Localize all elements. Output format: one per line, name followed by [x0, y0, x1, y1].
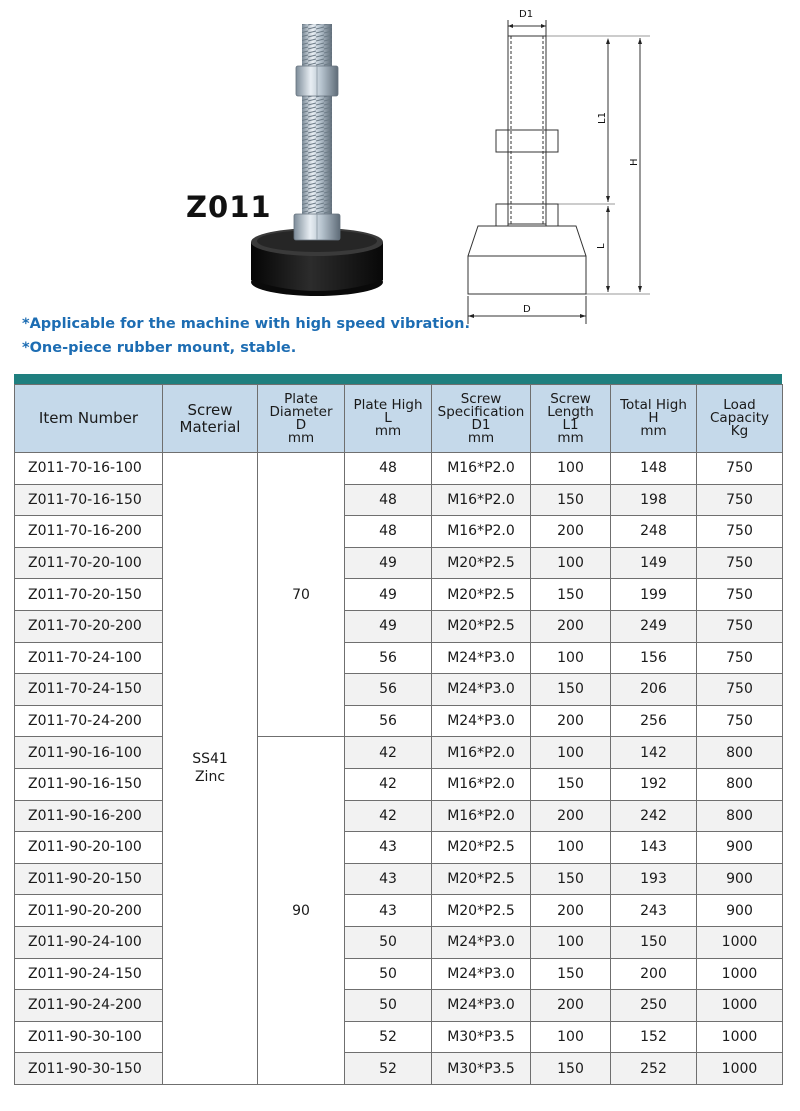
table-row — [15, 832, 783, 864]
label-h: H — [629, 158, 640, 166]
table-row — [15, 610, 783, 642]
cell-screw-length: 150 — [531, 674, 611, 706]
table-row — [15, 547, 783, 579]
header-line: L1 — [562, 416, 579, 433]
cell-screw-length: 100 — [531, 453, 611, 485]
cell-plate-high: 48 — [345, 484, 432, 516]
header-line: Kg — [730, 423, 749, 439]
cell-plate-high: 42 — [345, 737, 432, 769]
cell-item-number: Z011-70-20-100 — [15, 547, 163, 579]
header-line: mm — [287, 429, 315, 446]
cell-total-high: 149 — [611, 547, 697, 579]
cell-total-high: 250 — [611, 990, 697, 1022]
cell-plate-high: 42 — [345, 800, 432, 832]
cell-load-capacity: 750 — [697, 610, 783, 642]
cell-screw-length: 200 — [531, 895, 611, 927]
header-line: Screw — [550, 390, 591, 407]
table-row — [15, 1053, 783, 1085]
cell-total-high: 249 — [611, 610, 697, 642]
cell-load-capacity: 800 — [697, 768, 783, 800]
label-l1: L1 — [597, 112, 608, 124]
cell-screw-spec: M16*P2.0 — [432, 737, 531, 769]
cell-load-capacity: 750 — [697, 484, 783, 516]
cell-total-high: 143 — [611, 832, 697, 864]
label-d: D — [523, 304, 531, 315]
cell-plate-high: 52 — [345, 1053, 432, 1085]
cell-total-high: 192 — [611, 768, 697, 800]
table-row — [15, 1021, 783, 1053]
cell-load-capacity: 1000 — [697, 958, 783, 990]
cell-load-capacity: 1000 — [697, 1053, 783, 1085]
cell-load-capacity: 1000 — [697, 926, 783, 958]
cell-load-capacity: 750 — [697, 516, 783, 548]
spec-table — [14, 384, 783, 1085]
cell-total-high: 242 — [611, 800, 697, 832]
cell-plate-high: 48 — [345, 516, 432, 548]
cell-screw-spec: M16*P2.0 — [432, 453, 531, 485]
header-line: Plate High — [353, 397, 423, 413]
cell-screw-spec: M30*P3.5 — [432, 1053, 531, 1085]
header-screw-specification — [432, 385, 531, 453]
cell-total-high: 256 — [611, 705, 697, 737]
header-line: Capacity — [710, 410, 769, 426]
table-row — [15, 800, 783, 832]
cell-plate-high: 48 — [345, 453, 432, 485]
cell-screw-length: 200 — [531, 990, 611, 1022]
table-row — [15, 990, 783, 1022]
cell-screw-spec: M20*P2.5 — [432, 863, 531, 895]
cell-load-capacity: 1000 — [697, 1021, 783, 1053]
cell-screw-spec: M20*P2.5 — [432, 832, 531, 864]
cell-plate-high: 56 — [345, 642, 432, 674]
cell-screw-length: 150 — [531, 768, 611, 800]
cell-total-high: 206 — [611, 674, 697, 706]
cell-plate-high: 50 — [345, 990, 432, 1022]
cell-screw-spec: M24*P3.0 — [432, 642, 531, 674]
cell-item-number: Z011-70-20-200 — [15, 610, 163, 642]
cell-screw-length: 100 — [531, 832, 611, 864]
cell-screw-spec: M24*P3.0 — [432, 705, 531, 737]
header-screw-length — [531, 385, 611, 453]
header-line: Material — [179, 417, 241, 436]
cell-screw-spec: M24*P3.0 — [432, 674, 531, 706]
cell-plate-high: 43 — [345, 895, 432, 927]
cell-plate-high: 52 — [345, 1021, 432, 1053]
table-row — [15, 895, 783, 927]
cell-total-high: 248 — [611, 516, 697, 548]
cell-screw-length: 100 — [531, 926, 611, 958]
table-row — [15, 768, 783, 800]
cell-item-number: Z011-90-16-150 — [15, 768, 163, 800]
cell-load-capacity: 800 — [697, 737, 783, 769]
table-accent-bar — [14, 374, 782, 384]
cell-screw-length: 100 — [531, 642, 611, 674]
cell-total-high: 198 — [611, 484, 697, 516]
cell-total-high: 199 — [611, 579, 697, 611]
cell-screw-spec: M16*P2.0 — [432, 484, 531, 516]
cell-screw-length: 200 — [531, 705, 611, 737]
cell-screw-spec: M24*P3.0 — [432, 926, 531, 958]
table-header-row — [15, 385, 783, 453]
cell-item-number: Z011-70-20-150 — [15, 579, 163, 611]
table-row — [15, 926, 783, 958]
material-line: Zinc — [194, 769, 226, 786]
header-line: mm — [557, 429, 584, 446]
cell-screw-spec: M20*P2.5 — [432, 610, 531, 642]
cell-screw-spec: M20*P2.5 — [432, 895, 531, 927]
cell-load-capacity: 900 — [697, 895, 783, 927]
cell-total-high: 148 — [611, 453, 697, 485]
header-load-capacity — [697, 385, 783, 453]
cell-total-high: 142 — [611, 737, 697, 769]
cell-load-capacity: 750 — [697, 453, 783, 485]
header-item-number — [15, 385, 163, 453]
header-line: L — [384, 410, 392, 426]
header-line: Item Number — [38, 409, 139, 427]
table-row — [15, 516, 783, 548]
cell-screw-length: 150 — [531, 484, 611, 516]
cell-item-number: Z011-70-16-200 — [15, 516, 163, 548]
cell-screw-spec: M24*P3.0 — [432, 958, 531, 990]
table-row — [15, 642, 783, 674]
technical-drawing — [460, 6, 660, 326]
cell-screw-spec: M30*P3.5 — [432, 1021, 531, 1053]
table-row — [15, 958, 783, 990]
cell-screw-length: 150 — [531, 579, 611, 611]
header-line: H — [648, 410, 659, 426]
cell-screw-spec: M20*P2.5 — [432, 547, 531, 579]
cell-screw-material — [163, 453, 258, 1085]
header-screw-material — [163, 385, 258, 453]
cell-plate-high: 42 — [345, 768, 432, 800]
table-row — [15, 579, 783, 611]
cell-item-number: Z011-90-24-200 — [15, 990, 163, 1022]
cell-load-capacity: 800 — [697, 800, 783, 832]
header-line: Specification — [437, 403, 525, 420]
table-row — [15, 863, 783, 895]
cell-item-number: Z011-70-16-100 — [15, 453, 163, 485]
cell-plate-high: 49 — [345, 579, 432, 611]
cell-screw-length: 100 — [531, 547, 611, 579]
label-l: L — [596, 243, 607, 249]
cell-total-high: 200 — [611, 958, 697, 990]
cell-item-number: Z011-70-24-100 — [15, 642, 163, 674]
cell-screw-length: 100 — [531, 737, 611, 769]
cell-item-number: Z011-90-24-150 — [15, 958, 163, 990]
cell-screw-spec: M20*P2.5 — [432, 579, 531, 611]
cell-screw-length: 200 — [531, 610, 611, 642]
table-row — [15, 737, 783, 769]
cell-plate-high: 50 — [345, 926, 432, 958]
label-d1: D1 — [519, 9, 534, 20]
cell-load-capacity: 750 — [697, 579, 783, 611]
cell-plate-high: 49 — [345, 547, 432, 579]
cell-screw-spec: M16*P2.0 — [432, 516, 531, 548]
cell-item-number: Z011-70-16-150 — [15, 484, 163, 516]
header-line: mm — [374, 423, 402, 439]
cell-load-capacity: 900 — [697, 832, 783, 864]
header-line: Load — [723, 397, 756, 413]
cell-total-high: 193 — [611, 863, 697, 895]
feature-note: *One-piece rubber mount, stable. — [22, 340, 297, 356]
cell-item-number: Z011-90-16-100 — [15, 737, 163, 769]
cell-plate-high: 43 — [345, 863, 432, 895]
cell-item-number: Z011-90-20-100 — [15, 832, 163, 864]
product-photo — [236, 10, 396, 300]
header-line: Plate — [284, 390, 318, 407]
cell-load-capacity: 900 — [697, 863, 783, 895]
cell-screw-length: 100 — [531, 1021, 611, 1053]
cell-total-high: 152 — [611, 1021, 697, 1053]
cell-item-number: Z011-90-16-200 — [15, 800, 163, 832]
product-model-title: Z011 — [186, 190, 272, 224]
cell-item-number: Z011-90-24-100 — [15, 926, 163, 958]
cell-screw-spec: M16*P2.0 — [432, 768, 531, 800]
cell-plate-high: 50 — [345, 958, 432, 990]
header-line: mm — [467, 429, 495, 446]
cell-screw-length: 150 — [531, 863, 611, 895]
cell-total-high: 243 — [611, 895, 697, 927]
header-plate-diameter — [258, 385, 345, 453]
header-line: Screw — [460, 390, 502, 407]
cell-screw-length: 200 — [531, 516, 611, 548]
header-plate-high — [345, 385, 432, 453]
header-line: Total High — [620, 397, 687, 413]
table-row — [15, 484, 783, 516]
header-line: mm — [640, 423, 667, 439]
table-row — [15, 674, 783, 706]
cell-item-number: Z011-90-30-100 — [15, 1021, 163, 1053]
header-line: D — [295, 416, 307, 433]
cell-plate-high: 49 — [345, 610, 432, 642]
cell-plate-high: 43 — [345, 832, 432, 864]
cell-plate-high: 56 — [345, 705, 432, 737]
cell-load-capacity: 750 — [697, 547, 783, 579]
cell-load-capacity: 750 — [697, 674, 783, 706]
table-row — [15, 453, 783, 485]
feature-note: *Applicable for the machine with high speed vibration. — [22, 316, 470, 332]
cell-plate-high: 56 — [345, 674, 432, 706]
cell-screw-spec: M24*P3.0 — [432, 990, 531, 1022]
header-total-high — [611, 385, 697, 453]
header-line: D1 — [471, 416, 491, 433]
cell-load-capacity: 1000 — [697, 990, 783, 1022]
cell-plate-diameter: 90 — [258, 737, 345, 1085]
cell-plate-diameter: 70 — [258, 453, 345, 737]
cell-item-number: Z011-90-20-150 — [15, 863, 163, 895]
cell-load-capacity: 750 — [697, 705, 783, 737]
cell-item-number: Z011-70-24-200 — [15, 705, 163, 737]
material-line: SS41 — [192, 751, 228, 768]
cell-screw-length: 200 — [531, 800, 611, 832]
cell-total-high: 150 — [611, 926, 697, 958]
cell-total-high: 252 — [611, 1053, 697, 1085]
cell-screw-length: 150 — [531, 1053, 611, 1085]
header-line: Screw — [187, 400, 233, 419]
cell-screw-spec: M16*P2.0 — [432, 800, 531, 832]
cell-load-capacity: 750 — [697, 642, 783, 674]
cell-screw-length: 150 — [531, 958, 611, 990]
table-row — [15, 705, 783, 737]
cell-item-number: Z011-90-30-150 — [15, 1053, 163, 1085]
cell-item-number: Z011-70-24-150 — [15, 674, 163, 706]
header-line: Diameter — [269, 403, 333, 420]
cell-item-number: Z011-90-20-200 — [15, 895, 163, 927]
cell-total-high: 156 — [611, 642, 697, 674]
header-line: Length — [547, 403, 594, 420]
